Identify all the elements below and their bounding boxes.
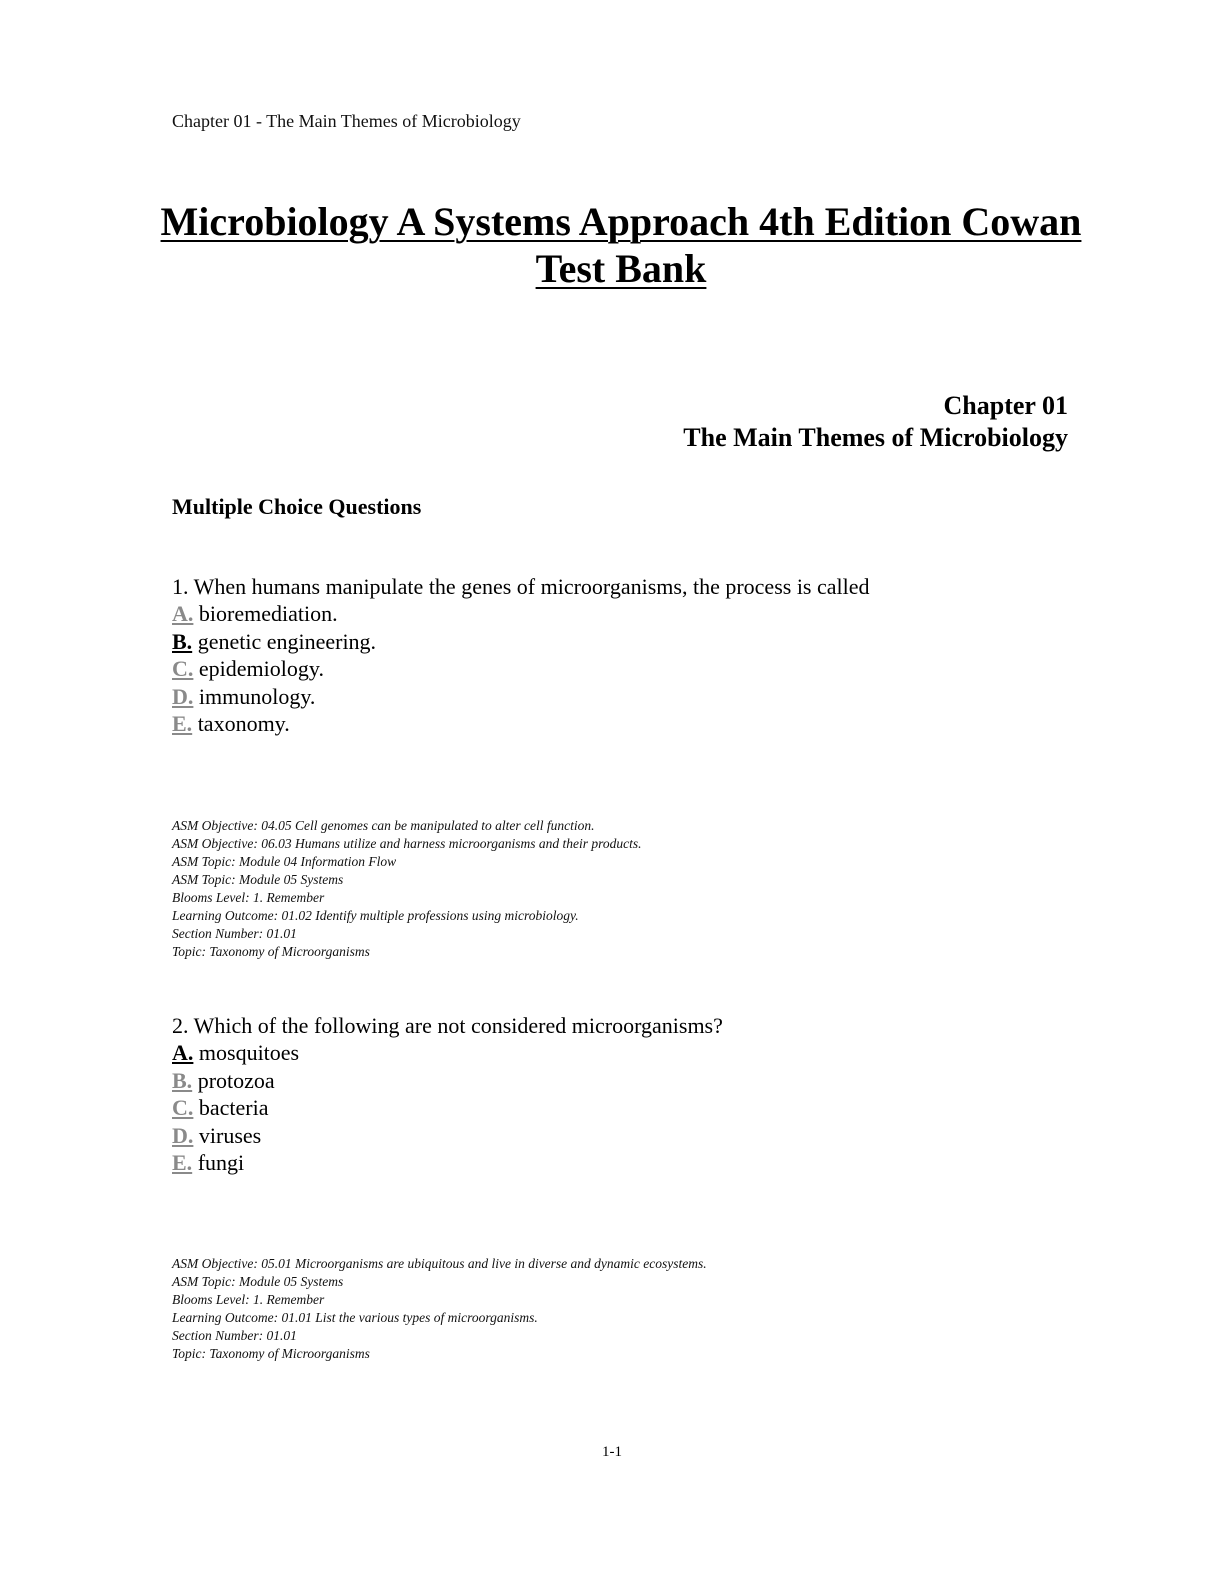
answer-option-b [172,628,1072,656]
question-1-metadata [172,817,1072,961]
section-heading: Multiple Choice Questions [172,494,422,519]
metadata-line: Section Number: 01.01 [172,1328,297,1343]
option-text: genetic engineering. [192,628,377,654]
option-letter: C. [172,656,194,681]
metadata-line: ASM Objective: 04.05 Cell genomes can be manipulated to alter cell function. [172,818,595,833]
answer-options [172,1039,1072,1177]
answer-options [172,600,1072,738]
answer-option-d [172,1122,1072,1150]
answer-option-d [172,683,1072,711]
answer-option-c [172,1094,1072,1122]
question-stem: 1. When humans manipulate the genes of microorganisms, the process is called [172,574,870,599]
running-header: Chapter 01 - The Main Themes of Microbiology [172,111,521,131]
answer-option-e [172,1149,1072,1177]
chapter-number: Chapter 01 [943,391,1068,420]
question-2-metadata [172,1255,1072,1363]
metadata-line: Section Number: 01.01 [172,926,297,941]
question-stem: 2. Which of the following are not considered microorganisms? [172,1013,723,1038]
option-text: bioremediation. [193,601,338,626]
option-letter: C. [172,1095,194,1120]
answer-option-b [172,1067,1072,1095]
option-text: protozoa [192,1067,275,1093]
option-text: bacteria [193,1095,269,1120]
chapter-name: The Main Themes of Microbiology [683,423,1068,452]
option-letter: D. [172,683,194,709]
option-text: immunology. [193,683,316,709]
answer-option-a [172,1039,1072,1067]
option-text: fungi [192,1150,245,1175]
metadata-line: ASM Objective: 05.01 Microorganisms are ubiquitous and live in diverse and dynamic ecosystems. [172,1256,707,1271]
metadata-line: Blooms Level: 1. Remember [172,890,325,905]
question-2 [172,1012,1072,1177]
option-letter: A. [172,601,194,626]
metadata-line: ASM Topic: Module 05 Systems [172,872,344,887]
document-title-line-2: Test Bank [535,246,707,291]
option-letter: E. [172,1150,193,1175]
answer-option-c [172,655,1072,683]
metadata-line: ASM Objective: 06.03 Humans utilize and harness microorganisms and their products. [172,836,642,851]
document-title-line-1: Microbiology A Systems Approach 4th Edition Cowan [160,199,1082,244]
option-letter: B. [172,1067,193,1093]
metadata-line: ASM Topic: Module 05 Systems [172,1274,344,1289]
option-text: viruses [193,1122,262,1148]
metadata-line: Blooms Level: 1. Remember [172,1292,325,1307]
option-letter-correct: A. [172,1040,194,1065]
answer-option-e [172,710,1072,738]
document-title [120,198,1122,292]
option-text: epidemiology. [193,656,324,681]
chapter-heading [683,390,1068,454]
metadata-line: ASM Topic: Module 04 Information Flow [172,854,397,869]
metadata-line: Topic: Taxonomy of Microorganisms [172,944,370,959]
page-number: 1-1 [602,1444,622,1460]
answer-option-a [172,600,1072,628]
option-letter: E. [172,711,193,736]
option-letter: D. [172,1122,194,1148]
metadata-line: Learning Outcome: 01.02 Identify multiple professions using microbiology. [172,908,579,923]
metadata-line: Topic: Taxonomy of Microorganisms [172,1346,370,1361]
option-text: mosquitoes [193,1040,300,1065]
question-1 [172,573,1072,738]
option-text: taxonomy. [192,711,290,736]
metadata-line: Learning Outcome: 01.01 List the various types of microorganisms. [172,1310,538,1325]
option-letter-correct: B. [172,628,193,654]
